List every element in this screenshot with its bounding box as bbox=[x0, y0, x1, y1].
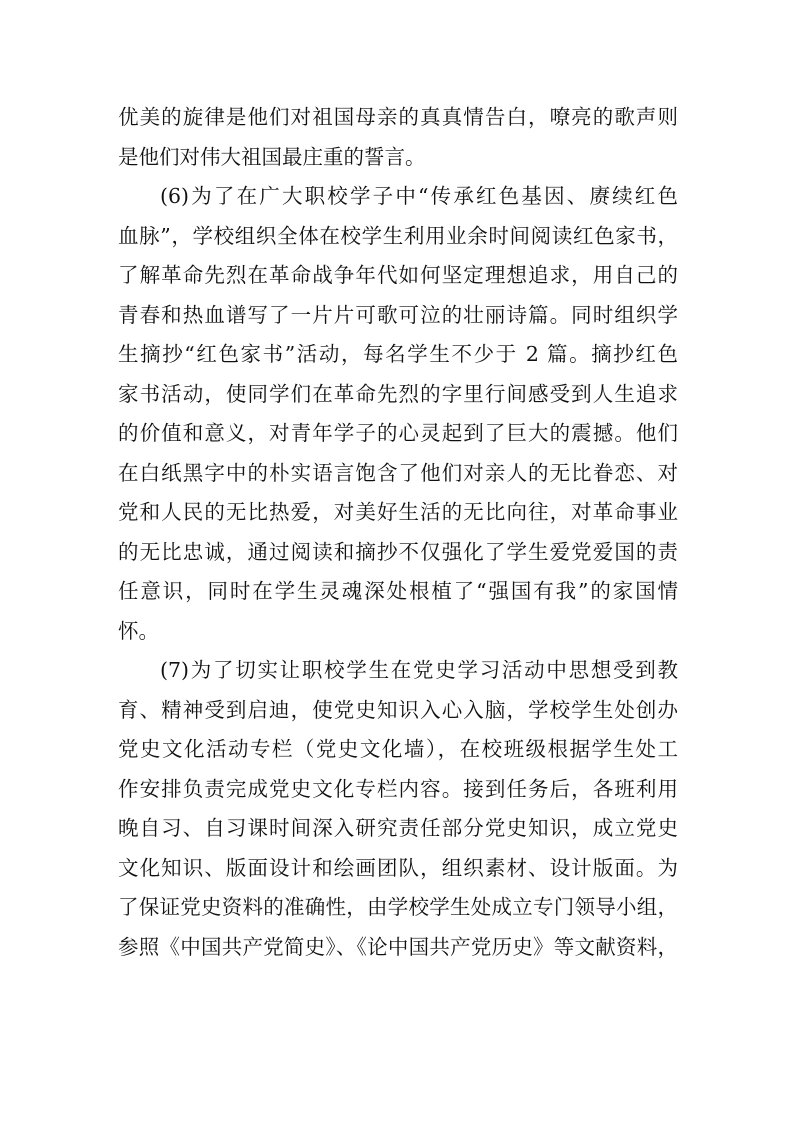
text-line: 作安排负责完成党史文化专栏内容。接到任务后，各班利用 bbox=[118, 776, 678, 801]
text-line: 文化知识、版面设计和绘画团队，组织素材、设计版面。为 bbox=[118, 855, 678, 880]
text-line: 党和人民的无比热爱，对美好生活的无比向往，对革命事业 bbox=[118, 500, 678, 524]
text-line: 晚自习、自习课时间深入研究责任部分党史知识，成立党史 bbox=[118, 816, 678, 840]
text-line: 了保证党史资料的准确性，由学校学生处成立专门领导小组， bbox=[118, 895, 678, 919]
text-line: 的价值和意义，对青年学子的心灵起到了巨大的震撼。他们 bbox=[118, 421, 678, 445]
text-line: 生摘抄“红色家书”活动，每名学生不少于 2 篇。摘抄红色 bbox=[118, 342, 678, 366]
text-line: 了解革命先烈在革命战争年代如何坚定理想追求，用自己的 bbox=[118, 263, 678, 287]
text-line: 血脉”，学校组织全体在校学生利用业余时间阅读红色家书， bbox=[118, 223, 678, 248]
paragraph-7-start: (7)为了切实让职校学生在党史学习活动中思想受到教 bbox=[160, 658, 678, 682]
text-line: 优美的旋律是他们对祖国母亲的真真情告白，嘹亮的歌声则 bbox=[118, 105, 678, 129]
body-text bbox=[118, 98, 678, 967]
text-line: 家书活动，使同学们在革命先烈的字里行间感受到人生追求 bbox=[118, 381, 678, 406]
text-line: 青春和热血谱写了一片片可歌可泣的壮丽诗篇。同时组织学 bbox=[118, 302, 678, 327]
text-line: 党史文化活动专栏（党史文化墙），在校班级根据学生处工 bbox=[118, 737, 678, 761]
paragraph-6-start: (6)为了在广大职校学子中“传承红色基因、赓续红色 bbox=[160, 184, 678, 208]
text-line: 怀。 bbox=[118, 618, 159, 643]
text-line: 的无比忠诚，通过阅读和摘抄不仅强化了学生爱党爱国的责 bbox=[118, 539, 678, 564]
text-line: 参照《中国共产党简史》、《论中国共产党历史》等文献资料， bbox=[118, 934, 678, 959]
text-line: 任意识，同时在学生灵魂深处根植了“强国有我”的家国情 bbox=[118, 579, 678, 603]
text-line: 在白纸黑字中的朴实语言饱含了他们对亲人的无比眷恋、对 bbox=[118, 460, 678, 485]
text-line: 是他们对伟大祖国最庄重的誓言。 bbox=[118, 144, 426, 169]
text-line: 育、精神受到启迪，使党史知识入心入脑，学校学生处创办 bbox=[118, 697, 678, 722]
